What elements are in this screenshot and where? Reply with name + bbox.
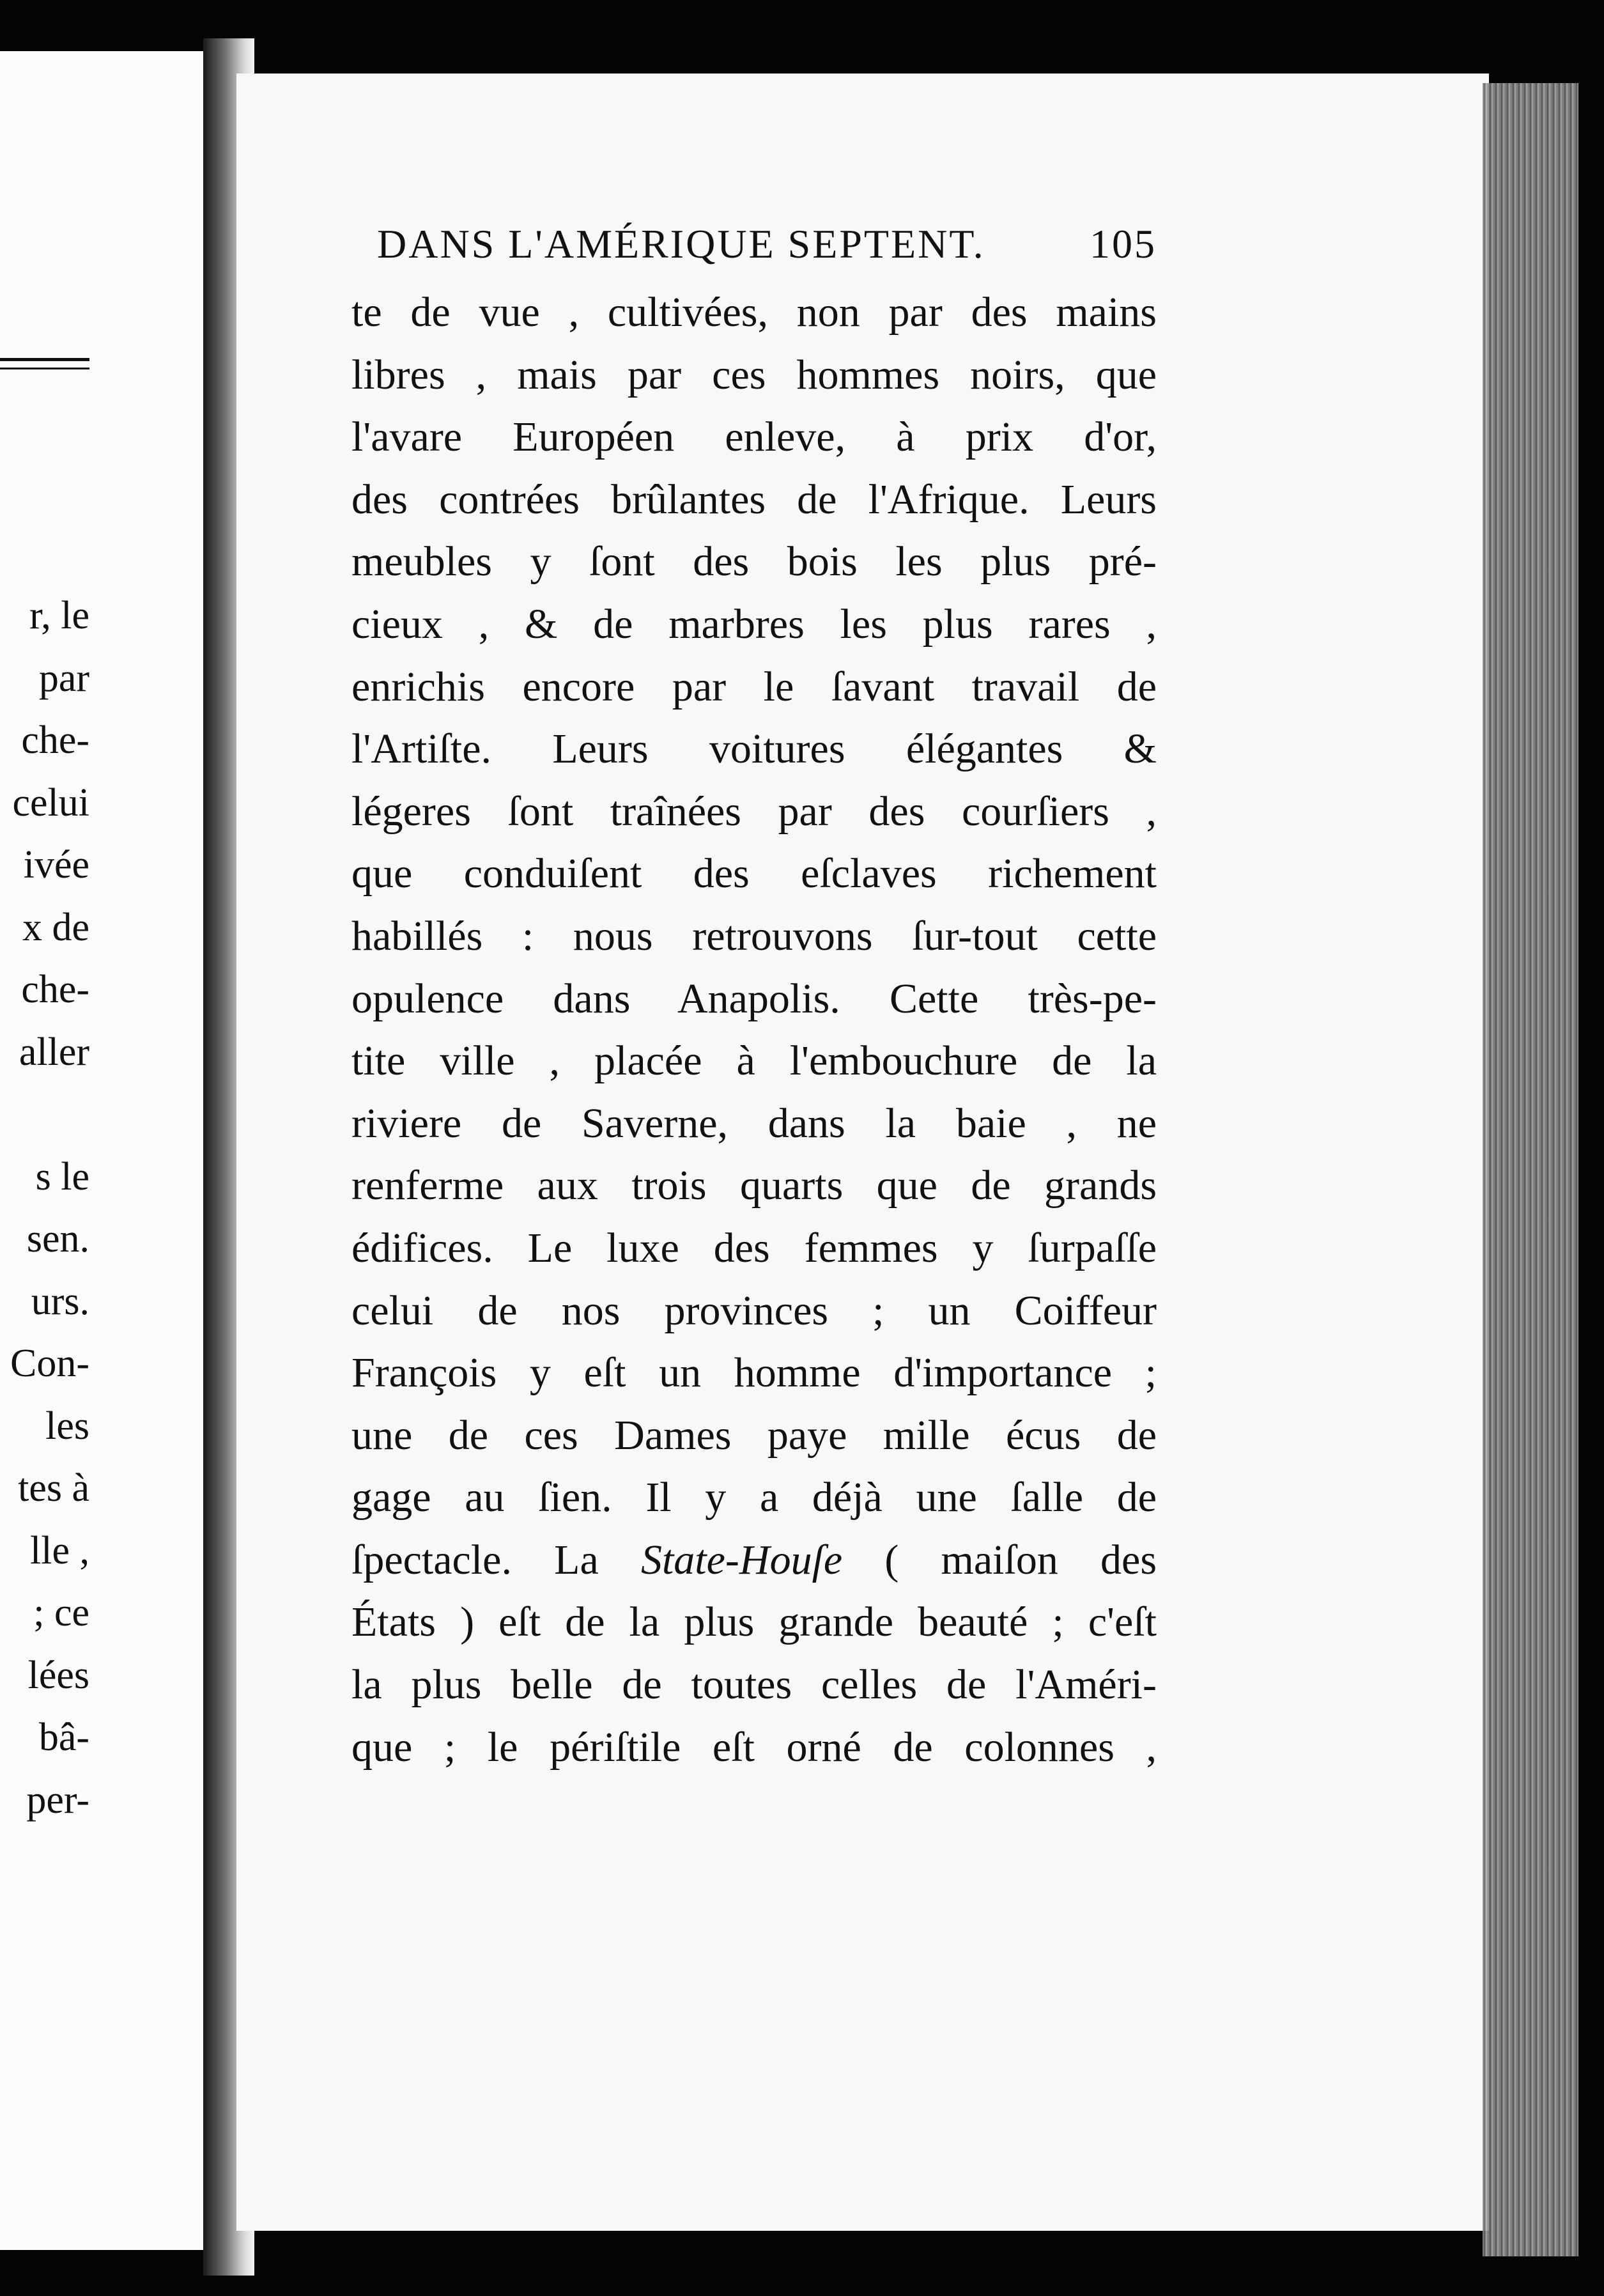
text-line: l'avare Européen enleve, à prix d'or, — [351, 414, 1157, 461]
left-fragment: sen. — [26, 1217, 89, 1260]
text-line: enrichis encore par le ſavant travail de — [351, 663, 1157, 710]
left-fragment: bâ- — [38, 1716, 89, 1759]
left-fragment: che- — [21, 968, 89, 1011]
left-fragment: per- — [26, 1778, 89, 1822]
text-line-with-italic — [351, 1529, 1157, 1592]
page-edges-texture — [1483, 83, 1578, 2256]
text-line: l'Artiſte. Leurs voitures élégantes & — [351, 725, 1157, 773]
text-segment: ( maiſon des — [842, 1536, 1157, 1583]
text-line: François y eſt un homme d'importance ; — [351, 1349, 1157, 1397]
text-line: opulence dans Anapolis. Cette très-pe- — [351, 975, 1157, 1022]
text-line: habillés : nous retrouvons ſur-tout cette — [351, 912, 1157, 959]
left-fragment: s le — [35, 1154, 89, 1198]
running-head-title: DANS L'AMÉRIQUE SEPTENT. — [377, 221, 985, 267]
text-line: gage au ſien. Il y a déjà une ſalle de — [351, 1474, 1157, 1521]
text-line: te de vue , cultivées, non par des mains — [351, 289, 1157, 336]
left-page-text-fragments — [0, 585, 89, 1831]
text-line: la plus belle de toutes celles de l'Améri- — [351, 1661, 1157, 1709]
text-line: des contrées brûlantes de l'Afrique. Leurs — [351, 476, 1157, 523]
italic-text-segment: State-Houſe — [640, 1536, 843, 1583]
left-fragment: che- — [21, 718, 89, 762]
text-segment: ſpectacle. La — [351, 1536, 641, 1583]
running-head — [377, 221, 1157, 268]
page-number: 105 — [1090, 221, 1157, 267]
text-line: tite ville , placée à l'embouchure de la — [351, 1037, 1157, 1085]
text-line: meubles y ſont des bois les plus pré- — [351, 538, 1157, 586]
left-fragment: par — [38, 656, 89, 700]
text-line: libres , mais par ces hommes noirs, que — [351, 351, 1157, 398]
text-line: que conduiſent des eſclaves richement — [351, 850, 1157, 897]
left-facing-page — [0, 51, 207, 2250]
left-fragment: Con- — [10, 1342, 89, 1385]
text-line: celui de nos provinces ; un Coiffeur — [351, 1287, 1157, 1334]
left-fragment: celui — [12, 780, 89, 825]
text-line: renferme aux trois quarts que de grands — [351, 1162, 1157, 1209]
left-fragment: ivée — [23, 843, 89, 887]
left-fragment: lle , — [30, 1528, 89, 1572]
body-text — [351, 281, 1157, 1778]
left-fragment: aller — [19, 1030, 89, 1074]
text-line: États ) eſt de la plus grande beauté ; c'eſt — [351, 1599, 1157, 1646]
left-fragment: ; ce — [33, 1591, 89, 1634]
left-fragment: tes à — [18, 1466, 89, 1510]
text-line: édifices. Le luxe des femmes y ſurpaſſe — [351, 1224, 1157, 1271]
left-page-rule — [0, 358, 89, 369]
text-line: riviere de Saverne, dans la baie , ne — [351, 1099, 1157, 1147]
left-fragment-gap — [0, 1083, 89, 1146]
text-line: légeres ſont traînées par des courſiers , — [351, 787, 1157, 835]
left-fragment: r, le — [29, 594, 89, 637]
text-line: que ; le périſtile eſt orné de colonnes , — [351, 1723, 1157, 1771]
text-line: une de ces Dames paye mille écus de — [351, 1411, 1157, 1459]
left-fragment: x de — [22, 905, 89, 949]
left-fragment: lées — [27, 1653, 89, 1697]
left-fragment: les — [45, 1404, 89, 1448]
left-fragment: urs. — [31, 1279, 89, 1323]
text-line: cieux , & de marbres les plus rares , — [351, 600, 1157, 648]
